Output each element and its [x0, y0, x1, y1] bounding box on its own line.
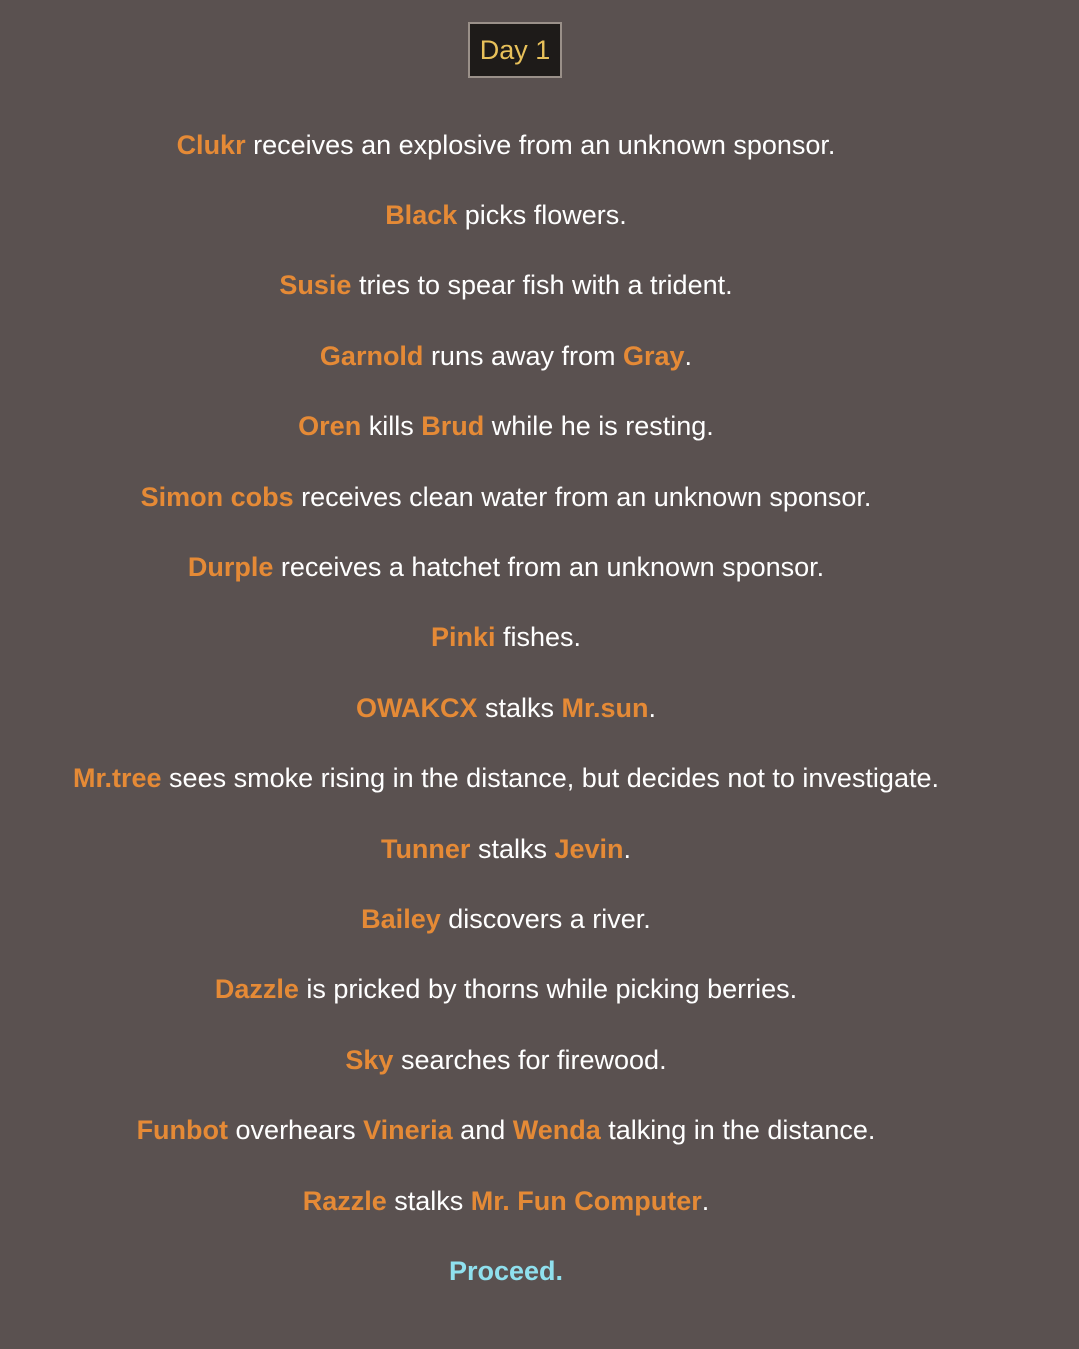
- tribute-name: Dazzle: [214, 974, 299, 1005]
- tribute-name: Tunner: [380, 833, 471, 864]
- event-text: sees smoke rising in the distance, but decides not to investigate.: [161, 763, 939, 794]
- event-text: stalks: [386, 1185, 471, 1216]
- event-line: [0, 1095, 1012, 1165]
- tribute-name: Garnold: [319, 340, 424, 371]
- event-line: [0, 180, 1012, 250]
- tribute-name: OWAKCX: [355, 692, 478, 723]
- tribute-name: Black: [385, 200, 458, 231]
- event-text: stalks: [477, 692, 562, 723]
- tribute-name: Wenda: [512, 1115, 601, 1146]
- tribute-name: Durple: [187, 552, 274, 583]
- event-text: receives an explosive from an unknown sponsor.: [245, 129, 836, 160]
- event-text: .: [648, 692, 657, 723]
- tribute-name: Pinki: [430, 622, 496, 653]
- event-text: picks flowers.: [457, 200, 627, 231]
- event-line: [0, 251, 1012, 321]
- event-line: [0, 955, 1012, 1025]
- event-text: fishes.: [495, 622, 582, 653]
- tribute-name: Gray: [623, 340, 685, 371]
- event-line: [0, 673, 1012, 743]
- tribute-name: Razzle: [302, 1185, 387, 1216]
- event-line: [0, 814, 1012, 884]
- event-text: kills: [361, 411, 422, 442]
- tribute-name: Simon cobs: [140, 481, 294, 512]
- event-text: .: [623, 833, 632, 864]
- event-text: is pricked by thorns while picking berries.: [298, 974, 798, 1005]
- event-text: .: [684, 340, 693, 371]
- event-line: [0, 532, 1012, 602]
- tribute-name: Brud: [421, 411, 485, 442]
- event-text: stalks: [470, 833, 555, 864]
- day-header: [468, 22, 562, 78]
- event-line: [0, 321, 1012, 391]
- tribute-name: Susie: [279, 270, 352, 301]
- tribute-name: Sky: [345, 1044, 394, 1075]
- event-text: talking in the distance.: [600, 1115, 876, 1146]
- event-text: receives clean water from an unknown sponsor.: [293, 481, 872, 512]
- event-line: [0, 392, 1012, 462]
- tribute-name: Mr.sun: [561, 692, 649, 723]
- tribute-name: Mr. Fun Computer: [470, 1185, 702, 1216]
- event-line: [0, 603, 1012, 673]
- proceed-link[interactable]: Proceed.: [448, 1255, 564, 1286]
- day-label: Day 1: [479, 34, 551, 65]
- event-text: and: [452, 1115, 513, 1146]
- event-line: [0, 744, 1012, 814]
- tribute-name: Funbot: [136, 1115, 229, 1146]
- event-line: [0, 1025, 1012, 1095]
- event-text: runs away from: [423, 340, 623, 371]
- event-line: [0, 462, 1012, 532]
- event-text: searches for firewood.: [393, 1044, 667, 1075]
- proceed-row: [0, 1236, 1012, 1306]
- event-text: receives a hatchet from an unknown sponsor.: [273, 552, 825, 583]
- event-list: [0, 110, 1012, 1307]
- event-text: discovers a river.: [440, 903, 651, 934]
- tribute-name: Jevin: [554, 833, 624, 864]
- event-text: overhears: [228, 1115, 364, 1146]
- event-line: [0, 884, 1012, 954]
- event-line: [0, 1166, 1012, 1236]
- tribute-name: Bailey: [361, 903, 441, 934]
- tribute-name: Oren: [298, 411, 362, 442]
- event-line: [0, 110, 1012, 180]
- tribute-name: Mr.tree: [73, 763, 162, 794]
- event-text: .: [701, 1185, 710, 1216]
- event-text: tries to spear fish with a trident.: [351, 270, 733, 301]
- event-text: while he is resting.: [484, 411, 714, 442]
- tribute-name: Vineria: [363, 1115, 453, 1146]
- tribute-name: Clukr: [176, 129, 246, 160]
